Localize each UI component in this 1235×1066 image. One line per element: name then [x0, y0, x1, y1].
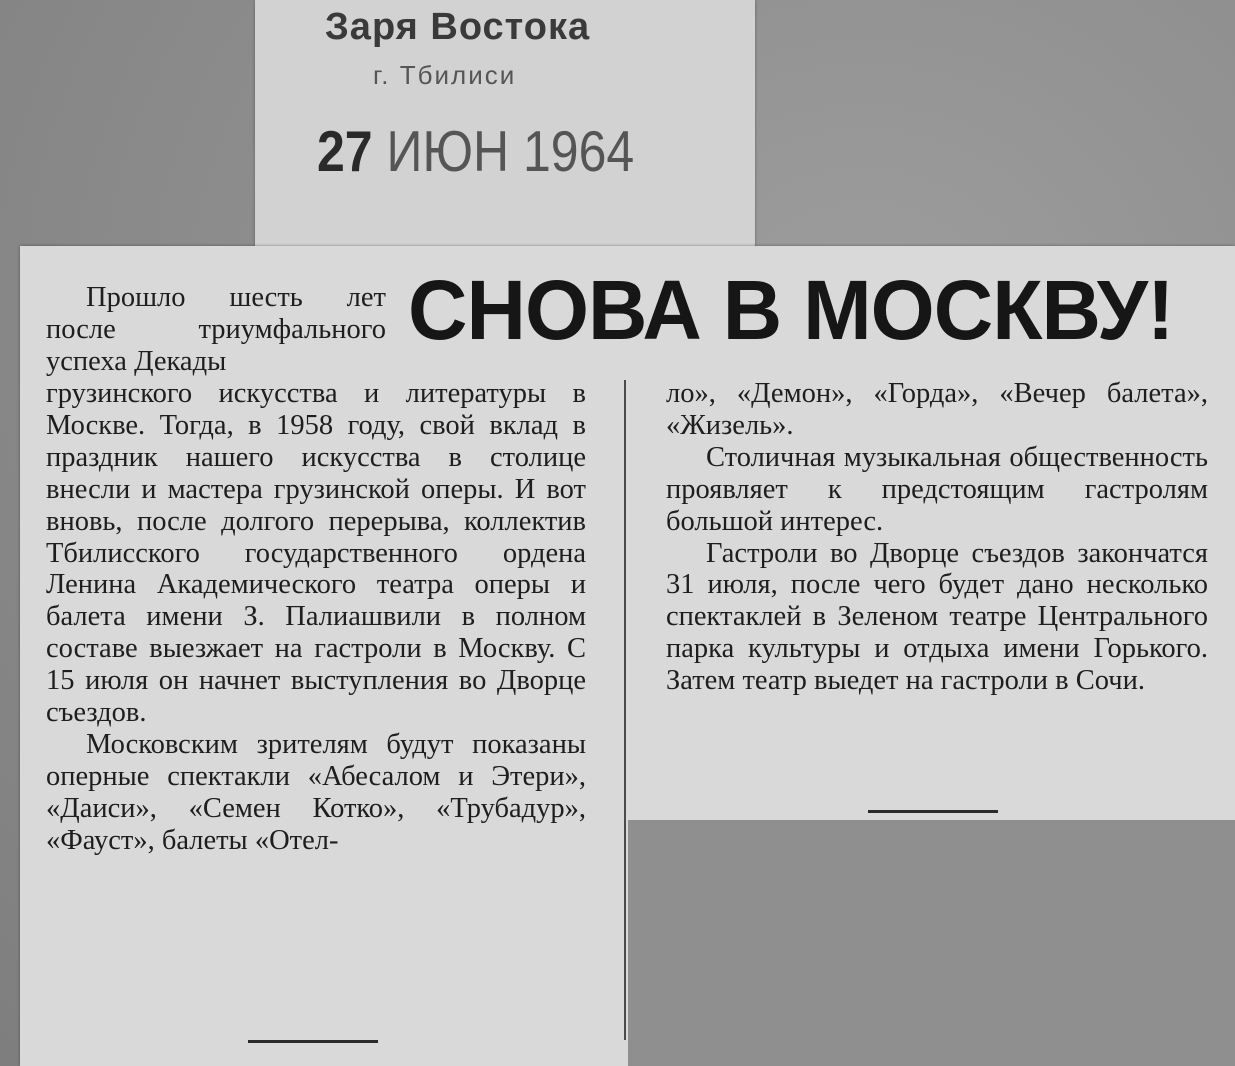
- article-right-column: [666, 378, 1208, 697]
- column-end-rule: [248, 1040, 378, 1043]
- article-paragraph-4: Гастроли во Дворце съездов закончатся 31 июля, после чего будет дано несколько спектаклей в Зеленом театре Центрального парка культуры и отдыха имени Горького. Затем театр выедет на гастроли в Сочи.: [666, 537, 1208, 697]
- article-intro-text: Прошло шесть лет после триумфального успеха Декады: [46, 282, 386, 377]
- stamp-date: [317, 118, 634, 185]
- article-end-rule: [868, 810, 998, 813]
- clipping-cutout: [628, 820, 1235, 1066]
- article-paragraph-1: грузинского искусства и литературы в Москве. Тогда, в 1958 году, свой вклад в праздник нашего искусства в столице внесли и мастера грузинской оперы. И вот вновь, после долгого перерыва, коллектив Тбилисского государственного ордена Ленина Академического театра оперы и балета имени З. Палиашвили в полном составе выезжает на гастроли в Москву. С 15 июля он начнет выступления во Дворце съездов.: [46, 378, 586, 729]
- article-paragraph-2: Московским зрителям будут показаны оперные спектакли «Абесалом и Этери», «Даиси», «Семен Котко», «Трубадур», «Фауст», балеты «Отел-: [46, 728, 586, 856]
- stamp-city: г. Тбилиси: [373, 60, 517, 90]
- stamp-day: 27: [317, 119, 373, 184]
- article-paragraph-3: Столичная музыкальная общественность проявляет к предстоящим гастролям большой интерес.: [666, 441, 1208, 537]
- archive-stamp-card: [255, 0, 755, 262]
- article-intro: [46, 282, 386, 378]
- article-headline: СНОВА В МОСКВУ!: [408, 263, 1174, 357]
- stamp-month-year: ИЮН 1964: [386, 119, 635, 184]
- article-paragraph-2-continued: ло», «Демон», «Горда», «Вечер балета», «Жизель».: [666, 378, 1208, 441]
- column-divider: [624, 380, 626, 1040]
- article-left-column: [46, 378, 586, 857]
- stamp-newspaper-name: Заря Востока: [325, 6, 591, 48]
